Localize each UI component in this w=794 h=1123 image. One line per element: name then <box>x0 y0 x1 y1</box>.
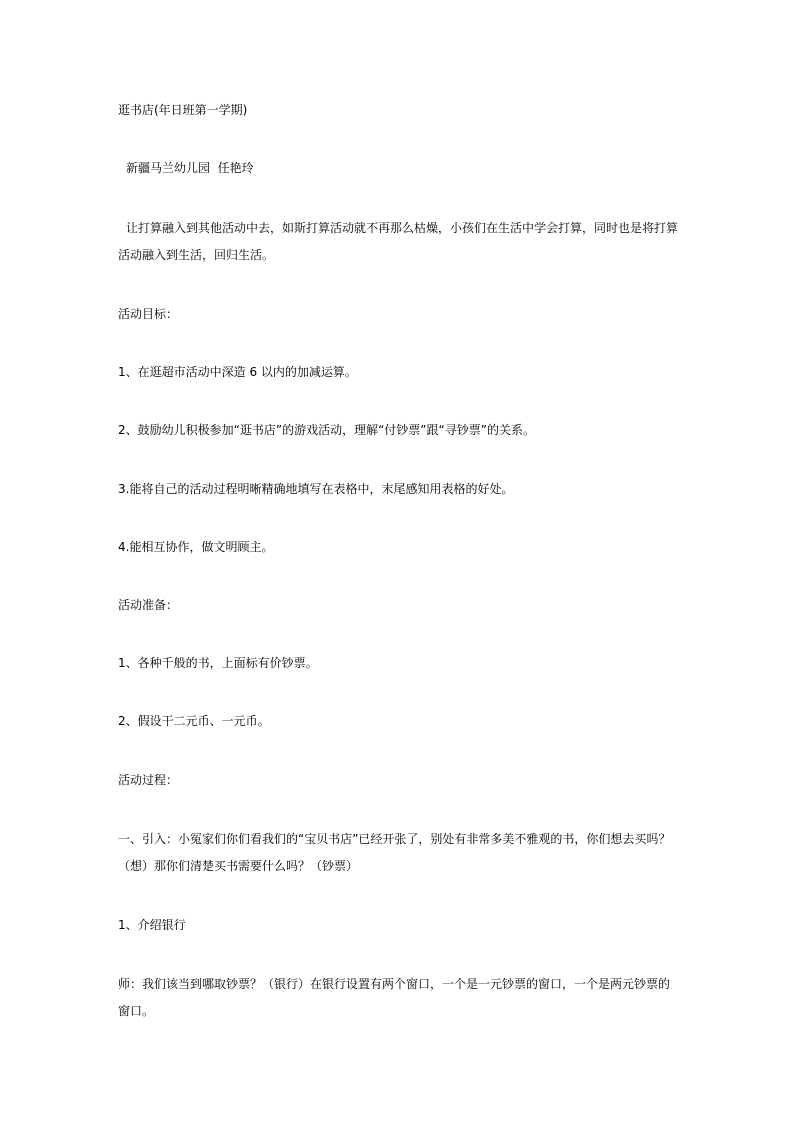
teacher-dialogue: 师：我们该当到哪取钞票？（银行）在银行设置有两个窗口，一个是一元钞票的窗口，一个是两元钞票的窗口。 <box>118 977 671 1018</box>
goal-item-3: 3.能将自己的活动过程明晰精确地填写在表格中，末尾感知用表格的好处。 <box>118 482 514 496</box>
intro-paragraph: 让打算融入到其他活动中去，如斯打算活动就不再那么枯燥，小孩们在生活中学会打算，同时也是将打算活动融入到生活，回归生活。 <box>118 221 679 262</box>
process-heading: 活动过程： <box>118 773 179 787</box>
prep-item-1: 1、各种千般的书，上面标有价钞票。 <box>118 656 318 670</box>
process-intro: 一、引入：小冤家们你们看我们的“宝贝书店”已经开张了，别处有非常多美不雅观的书，你们想去买吗？（想）那你们清楚买书需要什么吗？（钞票） <box>118 832 671 873</box>
goal-item-1: 1、在逛超市活动中深造 6 以内的加减运算。 <box>118 365 357 379</box>
author-line: 新疆马兰幼儿园 任艳玲 <box>126 161 254 175</box>
process-step-1: 1、介绍银行 <box>118 918 186 932</box>
goal-item-2: 2、鼓励幼儿积极参加“逛书店”的游戏活动，理解“付钞票”跟“寻钞票”的关系。 <box>118 423 535 437</box>
prep-heading: 活动准备： <box>118 598 179 612</box>
goal-item-4: 4.能相互协作，做文明顾主。 <box>118 540 274 554</box>
document-title: 逛书店(年日班第一学期) <box>118 103 248 117</box>
goals-heading: 活动目标： <box>118 307 179 321</box>
prep-item-2: 2、假设干二元币、一元币。 <box>118 714 270 728</box>
